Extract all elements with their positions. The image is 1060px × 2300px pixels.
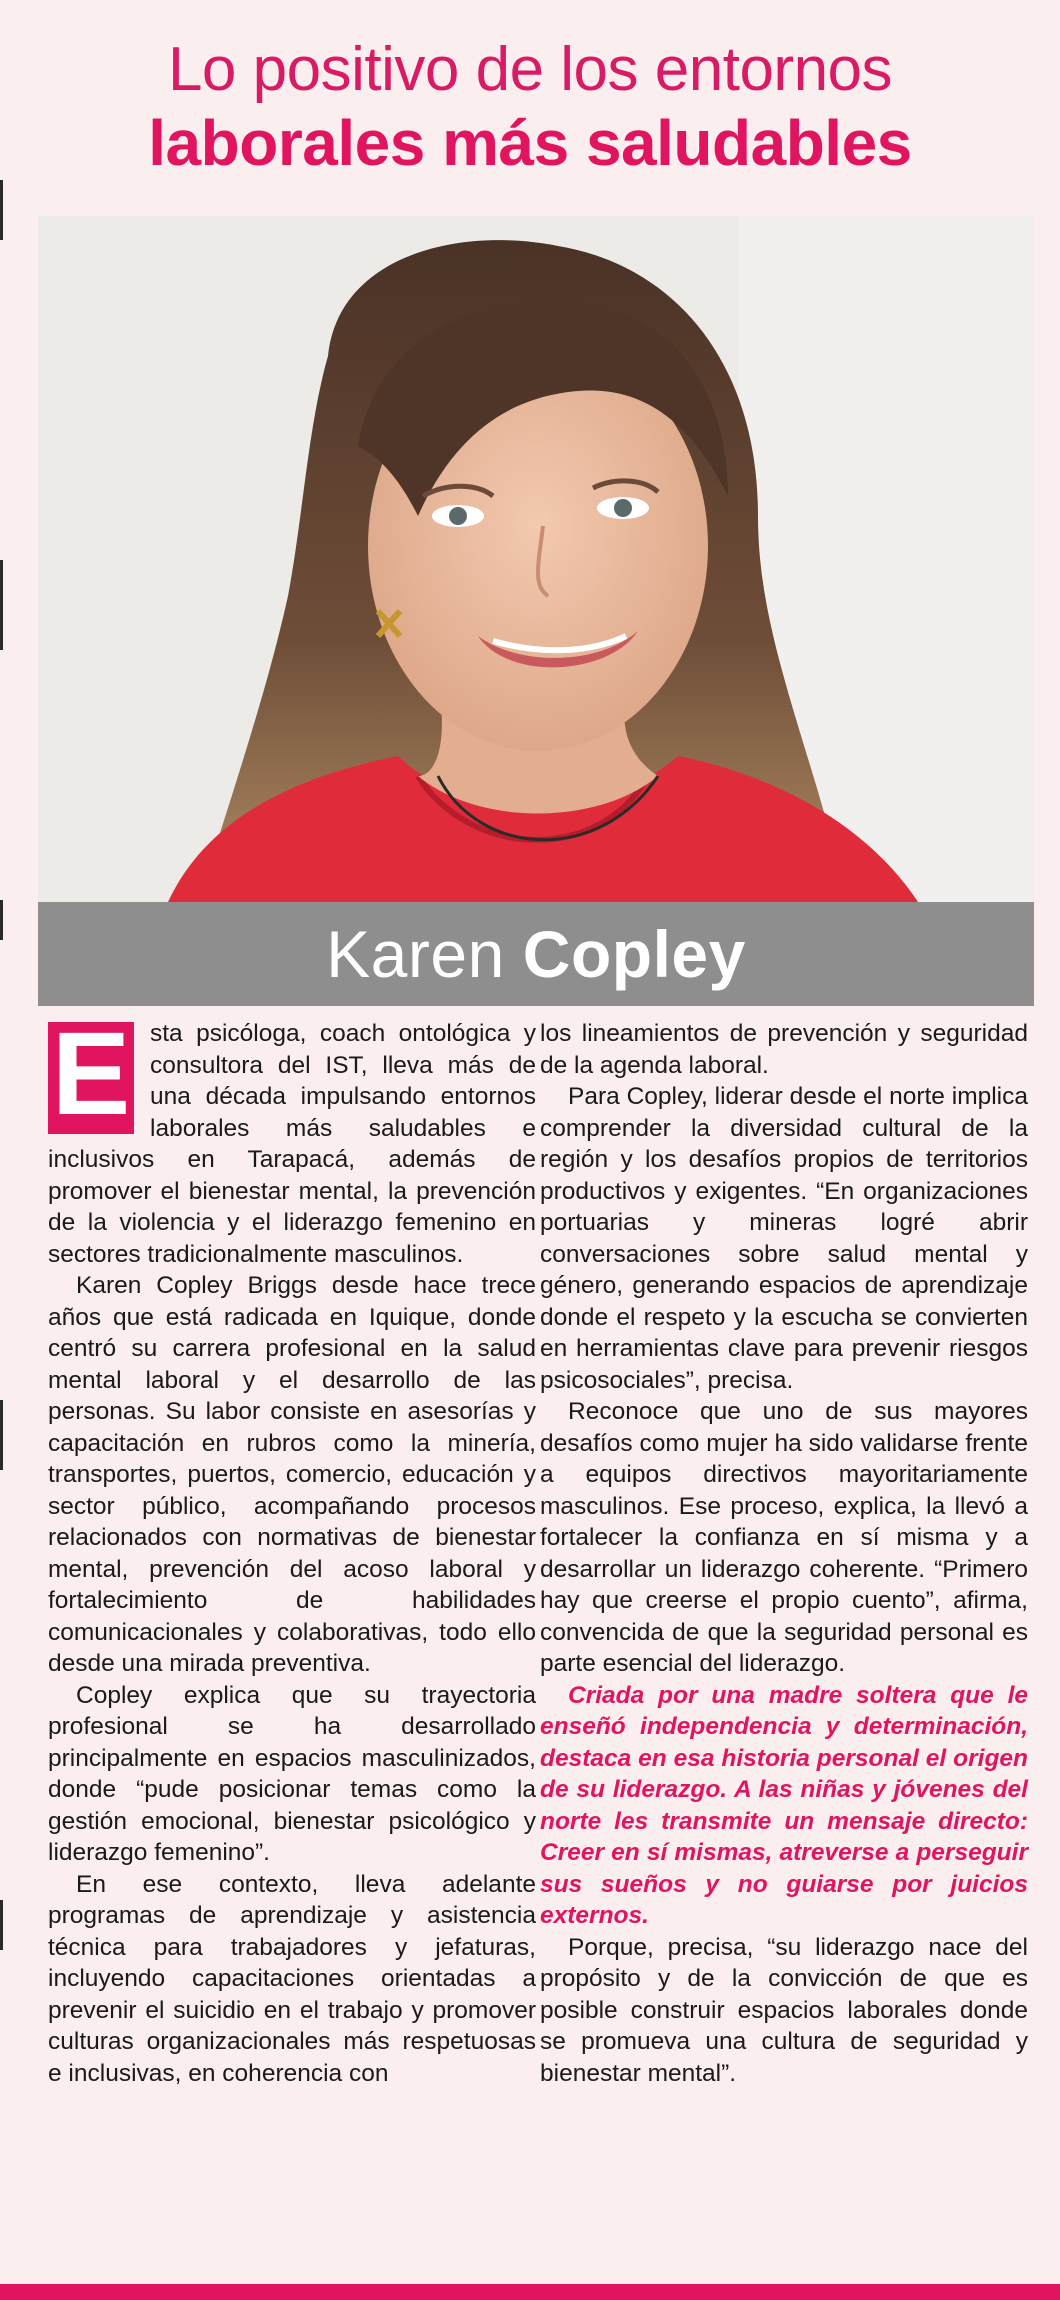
article-column-right <box>540 1018 1028 2089</box>
article-column-left <box>48 1008 536 2089</box>
article-paragraph: Para Copley, liderar desde el norte implica comprender la diversidad cultural de la región y los desafíos propios de territorios productivos y exigentes. “En organizaciones portuarias y mineras logré abrir conversaciones sobre salud mental y género, generando espacios de aprendizaje donde el respeto y la escucha se convierten en herramientas clave para prevenir riesgos psicosociales”, precisa. <box>540 1083 1028 1394</box>
article-paragraph: Porque, precisa, “su liderazgo nace del propósito y de la convicción de que es posible construir espacios laborales donde se promueva una cultura de seguridad y bienestar mental”. <box>540 1933 1028 2087</box>
article-paragraph: En ese contexto, lleva adelante programas de aprendizaje y asistencia técnica para trabajadores y jefaturas, incluyendo capacitaciones orientadas a prevenir el suicidio en el trabajo y promover culturas organizacionales más respetuosas e inclusivas, en coherencia con <box>48 1870 536 2087</box>
headline-line-1: Lo positivo de los entornos <box>167 35 893 104</box>
article-paragraph: los lineamientos de prevención y seguridad de la agenda laboral. <box>540 1020 1028 1079</box>
article-paragraph: Karen Copley Briggs desde hace trece años que está radicada en Iquique, donde centró su carrera profesional en la salud mental laboral y el desarrollo de las personas. Su labor consiste en asesorías y capacitación en rubros como la minería, transportes, puertos, comercio, educación y sector público, acompañando procesos relacionados con normativas de bienestar mental, prevención del acoso laboral y fortalecimiento de habilidades comunicacionales y colaborativas, todo ello desde una mirada preventiva. <box>48 1272 536 1677</box>
highlighted-quote: Criada por una madre soltera que le enseñó independencia y determinación, destaca en esa historia personal el origen de su liderazgo. A las niñas y jóvenes del norte les transmite un mensaje directo: Creer en sí mismas, atreverse a perseguir sus sueños y no guiarse por juicios externos. <box>540 1681 1028 1929</box>
portrait-illustration <box>38 216 1034 902</box>
binding-edge <box>0 0 6 2284</box>
article-paragraph: Reconoce que uno de sus mayores desafíos como mujer ha sido validarse frente a equipos directivos mayoritariamente masculinos. Ese proceso, explica, la llevó a fortalecer la confianza en sí misma y a desarrollar un liderazgo coherente. “Primero hay que creerse el propio cuento”, afirma, convencida de que la seguridad personal es parte esencial del liderazgo. <box>540 1398 1028 1677</box>
headline <box>0 0 1060 180</box>
portrait-photo <box>38 216 1034 902</box>
article-paragraph: Copley explica que su trayectoria profesional se ha desarrollado principalmente en espacios masculinizados, donde “pude posicionar temas como la gestión emocional, bienestar psicológico y liderazgo femenino”. <box>48 1681 536 1866</box>
article-paragraph <box>48 1008 536 1270</box>
headline-line-2: laborales más saludables <box>148 107 912 179</box>
article-body <box>48 1008 1028 2089</box>
caption-first-name: Karen <box>326 917 505 991</box>
drop-cap: E <box>48 1022 134 1134</box>
photo-caption <box>38 902 1034 1006</box>
caption-last-name: Copley <box>522 917 746 991</box>
article-paragraph-text: sta psicóloga, coach ontológica y consultora del IST, lleva más de una década impulsando entornos laborales más saludables e inclusivos en Tarapacá, además de promover el bienestar mental, la prevención de la violencia y el liderazgo femenino en sectores tradicionalmente masculinos. <box>48 1020 536 1268</box>
